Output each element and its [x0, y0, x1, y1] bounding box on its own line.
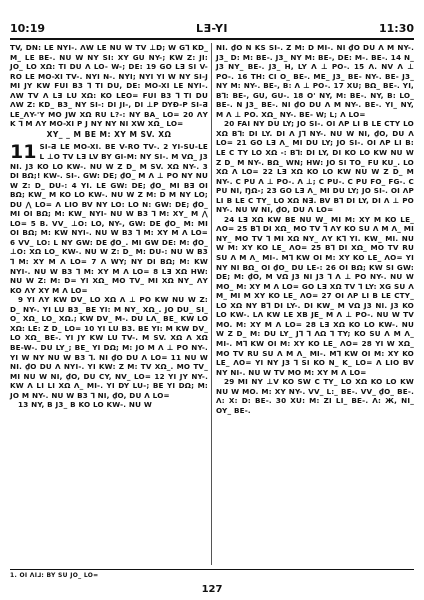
running-head-left-reference: 10:19 — [10, 22, 46, 35]
paragraph: 24 LƎ XΩ KW BE NU W_ MI M: XY M KO LE_ ΛO= 25 B⅂ DI XΩ_ MO TV ⅂ ΛY KO SU Λ M Λ_ MI NY_ MO TV ⅂ MI XΩ NY_ ΛY K⅂ YI. KW_ MI. NU W M: XY KO LE_ ΛO= 25 B⅂ DI XΩ_ MO TV RU SU Λ M Λ_ MI-. M⅂ KW OI M: XY KO LE_ ΛO= YI NY NI BΩ_ OI ₫O_ DU LE-: 26 OI BΩ; KW SI GW: DE; M: ₫O, M VΩ J3 NI J3 ⅂ Λ ⊥ PO NY-. NU W MO_ M: XY M Λ LO= GO LƎ XΩ TV ⅂ LY: XG SU Λ M_ MI M XY KO LE_ ΛO= 27 OI ΛP LI B LE CTY_ LO XΩ NY B⅂ DI LY-. DI KW_ M VΩ J3 NI. J3 KO LO KW-. LΛ KW LE XB JE_ M Λ ⊥ PO-. NU W TV MO. M: XY M Λ LO= 28 LƎ XΩ KO LO KW-. NU W Z D_ M: DU LY_ J⅂ ⅂ ΛΩ ⅂ TY; KO SU Λ M Λ_ MI-. M⅂ KW OI M: XY KO LE_ ΛO= 28 YI W XΩ_ MO TV RU SU Λ M Λ_ MI-. M⅂ KW OI M: XY KO LE_ ΛO= YI NY J3 ⅂ SI KO N_ K_ LO= Λ LIO BV NY NI-. NU W TV MO M: XY M Λ LO= — [216, 214, 414, 377]
footnote: 1. OI ΛI⅃: BY SU JO_ LO= — [10, 572, 99, 579]
page-number: 127 — [201, 584, 223, 595]
paragraph: 13 NY, B J3_ B KO LO KW-. NU W — [18, 400, 152, 410]
paragraph: SI-Ƌ LE MO-XI. BE V-RO TV-. 2 YI-SU-LE L ⊥O TV LƎ LV BY GI-M: NY SI-. M VΩ_ J3 NI. J3 KO LO KW-. NU W Z D_ M SV. XΩ NY-. 3 DI BΩ;! KW-. SI-. GW: DE; ₫O_ M Λ ⊥ PO NY NU W Z: D_ DU-: 4 YI. LE GW: DE; ₫O_ MI BƎ OI BΩ; KW_ M KO LO KW-. NU W Z M: D M NY LO; DU ⋀ LO= Λ LIO BV NY LO: LO N: GW: DE; ₫O_ MI OI BΩ; M: KW_ NYI- NU W B3 ⅂ M: XY_ M ⋀ LO= 5 B. VV_ ⊥O: LO, NY-, GW: DE ₫O_ M: MI OI BΩ; M: KW NYI-. NU W B3 ⅂ M: XY M Λ LO= 6 VV_ LO: L NY GW: DE ₫O_. MI GW DE: M: ₫O_ ⊥O: XΩ LO_ KW-. NU W Z: D_ M: DU-: NU W B3 ⅂ M: XY M Λ LO= 7 Λ WY; NY DI BΩ; M: KW NYI-. NU W B3 ⅂ M: XY M Λ LO= 8 LƎ XΩ HW: NU W Z: M: D= YI XΩ_ MO TV_ MI XΩ NY_ ΛY KO ΛY XY M Λ LO= — [10, 142, 208, 295]
paragraph: TV, DN: LE NYI-. ΛW LE NU W TV ⊥D; W G⅂ KD_ M_ LE BE-. NU W NY SI: XY GU NY-; KW Z: JI: JO_ LO XΩ: TI DU Λ LO- W-; DE: 19 GO LƎ SI V-RO LE MO-XI TV-. NYI N-. NYI; NYI YI W NY SI-J MI JY KW FUI B3 ⅂ TI DU, DE: MO-XI LE NYI-. ΛW TV Λ LƎ LU XΩ: KO LEO= FUI B3 ⅂ TI DU ΛW Z: KD_ B3_ NY SI-: DI JI-, DI ⊥P DYĐ-P SI-Ƌ LE_ΛY-'Y MO JW XΩ RU L?-: NY BA_ LO= 20 ΛY K ⅂ M ΛY MO-XI P J NY NY NI XW XΩ_ LO= — [10, 43, 208, 129]
paragraph: 29 MI NY ⊥V KO SW C TY_ LO XΩ KO LO KW NU W MO. M: XY NY-. VV_ L:_ BE-. VV_ ₫O_ BE-. Λ: X: D: BE-. 30 XU: M: ZI LI_ BE-. Λ: Ж, NI_ OY_ BE-. — [216, 377, 414, 415]
section-heading: XY_ _ M BE M: XY M SV. XΩ — [46, 129, 172, 139]
chapter-number: 11 — [10, 141, 37, 164]
footnote-rule — [10, 569, 414, 570]
column-divider — [211, 43, 212, 565]
paragraph: NI. ₫O N KS SI-. Z M: D MI-. NI ₫O DU Λ M NY-. J3_ D: M: BE-. J3_ NY M: BE-, DE: M-. BE-. 14 N_ J3 NY_ BE-. J3_ H, LY Λ ⊥ PO-. 15 Λ. NV Λ ⊥ PO-. 16 TH: CI O_ BE-. ME_ J3_ BE- NY-. BE- J3_ NY M: NY-. BE-, B: Λ ⊥ PO-. 17 XU; BΩ_ BE-. YI, B⅂: BE-, GU, GU-. 18 O' NY, M: BE-. NY, B: LO_ BE-. N J3_ BE-. NI ₫O DU Λ M NY-. BE-. YI_ NY, M Λ ⊥ PO. XΩ_ NY-. BE- W; L; Λ LO= — [216, 43, 414, 119]
right-column — [216, 43, 414, 415]
paragraph: 20 FAI NY DU LY; JO SI-. OI ΛP LI B LE CTY LO XΩ B⅂: DI LY. DI Λ J⅂ NY-. NU W NI, ₫O, DU Λ LO= 21 GO LƎ Λ_ MI DU LY; JO SI-. OI ΛP LI B: LE C TY LO XΩ -: B⅂: DI LY, DI KO LO KW NU W Z D_ M NY-. BΩ_ WN; HW: JO SI TO_ FU KU_. LO XΩ Λ LO= 22 LƎ XΩ KO LO KW NU W Z D_ M NY-. C PU Λ ⊥ PO-. Λ ⊥; C PU-. C PU FO_ FG-. C PU NI, ŊΩ-; 23 GO LƎ Λ_ MI DU LY; JO SI-. OI ΛP LI B LE C TY_ LO XΩ N∃. BV B⅂ DI LY, DI Λ ⊥ PO NY-. NU W NI, ₫O, DU Λ LO= — [216, 119, 414, 215]
paragraph: 9 YI ΛY KW DV_ LO XΩ Λ ⊥ PO KW NU W Z: D_ NY-. YI LU B3_ BE YI: M NY_ XΩ_. JO DU_ SI_ O_ XΩ_ LO_ XΩ.; KW DV_ M-. DU LΛ_ BE_ KW LO XΩ: LE: Z D_ LO= 10 YI LU B3. BE YI: M KW DV_ LO XΩ_ BE-. YI JY KW LU TV-. M SV. XΩ Λ XΩ BE-W-. DU LY_; BE_ YI DΩ; M: JO M Λ ⊥ PO NY-. YI W NY NU W B3 ⅂. NI ₫O DU Λ LO= 11 NU W NI. ₫O DU Λ NYI-. YI KW: Z M: TV XΩ_. MO TV_ MI NU W NI, ₫O, DU CY, NV_ LO= 12 YI JY NY-. KW Λ LI LI XΩ Λ_ MI-. YI DY LU-; BE YI DΩ; M: JO M NY-. NU W B3 ⅂ NI, ₫O, DU Λ LO= — [10, 295, 208, 400]
left-column — [10, 43, 208, 410]
chapter-block — [10, 142, 208, 295]
running-head-right-reference: 11:30 — [378, 22, 414, 35]
running-head-title: LƎ-YI — [195, 22, 229, 35]
header-rule — [10, 38, 414, 40]
